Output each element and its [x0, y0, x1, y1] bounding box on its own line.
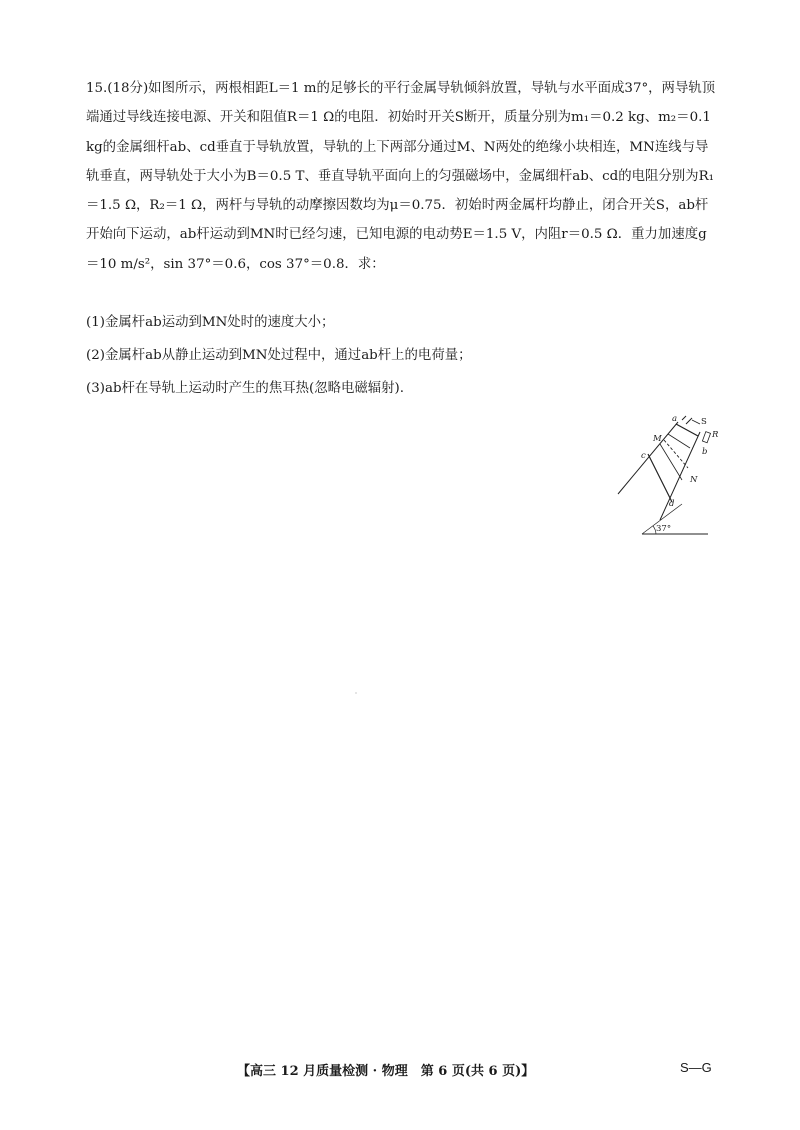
speck	[355, 692, 357, 694]
label-R: R	[712, 430, 719, 440]
footer-code: S—G	[680, 1060, 712, 1075]
question-2: (2)金属杆ab从静止运动到MN处过程中，通过ab杆上的电荷量；	[86, 348, 472, 363]
connector-top	[668, 434, 690, 448]
resistor-box	[702, 432, 710, 443]
label-d: d	[669, 499, 675, 509]
label-N: N	[690, 475, 698, 485]
battery-plate-2	[686, 418, 692, 424]
problem-number: 15.	[86, 81, 108, 96]
label-S: S	[701, 417, 707, 427]
rod-cd	[648, 454, 672, 502]
question-3: (3)ab杆在导轨上运动时产生的焦耳热(忽略电磁辐射).	[86, 381, 405, 396]
problem-15	[86, 74, 720, 279]
footer-title: 【高三 12 月质量检测 · 物理 第 6 页(共 6 页)】	[237, 1064, 535, 1079]
problem-text: (18分)如图所示，两根相距L＝1 m的足够长的平行金属导轨倾斜放置，导轨与水平面成37°，两导轨顶端通过导线连接电源、开关和阻值R＝1 Ω的电阻．初始时开关S断开，质量分别为m₁＝0.2 kg、m₂＝0.1 kg的金属细杆ab、cd垂直于导轨放置，导轨的上下两部分通过M、N两处的绝缘小块相连，MN连线与导轨垂直，两导轨处于大小为B＝0.5 T、垂直导轨平面向上的匀强磁场中，金属细杆ab、cd的电阻分别为R₁＝1.5 Ω，R₂＝1 Ω，两杆与导轨的动摩擦因数均为μ＝0.75．初始时两金属杆均静止，闭合开关S，ab杆开始向下运动，ab杆运动到MN时已经匀速，已知电源的电动势E＝1.5 V，内阻r＝0.5 Ω．重力加速度g＝10 m/s²，sin 37°＝0.6，cos 37°＝0.8．求：	[86, 81, 716, 272]
rod-ab	[676, 424, 698, 436]
label-b: b	[702, 447, 708, 457]
question-1: (1)金属杆ab运动到MN处时的速度大小；	[86, 315, 335, 330]
problem-paragraph	[86, 74, 720, 279]
label-a: a	[672, 414, 678, 424]
label-M: M	[653, 434, 662, 444]
connector-mid	[660, 444, 682, 480]
rails-diagram	[612, 410, 720, 540]
angle-label: 37°	[656, 524, 672, 534]
switch-line	[692, 420, 700, 424]
label-c: c	[641, 451, 646, 461]
inclined-rails-figure	[612, 410, 720, 540]
battery-plate-1	[682, 416, 686, 420]
